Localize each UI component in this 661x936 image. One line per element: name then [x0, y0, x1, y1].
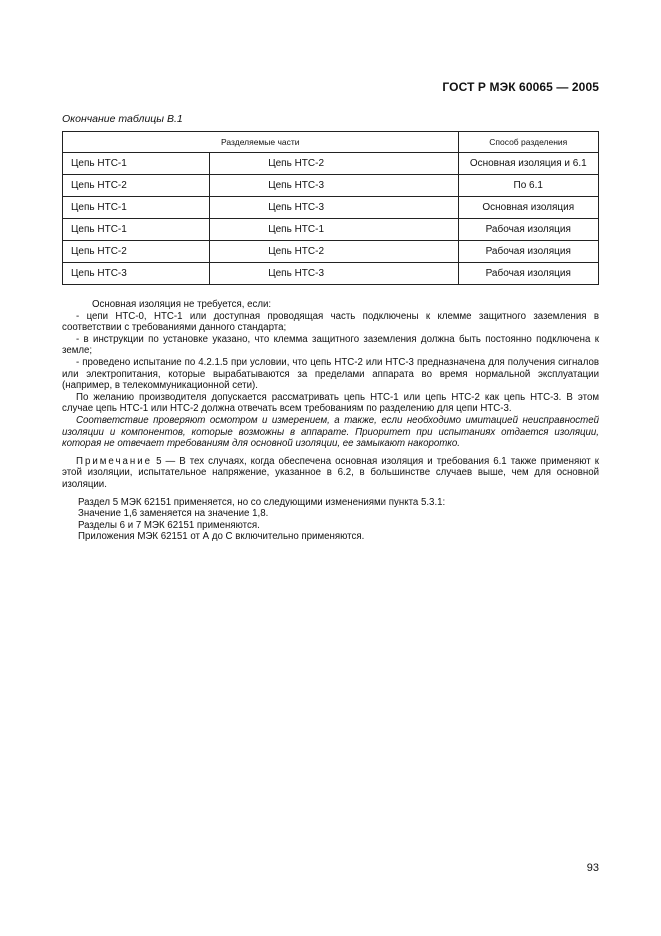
table-cell: Цепь НТС-2: [210, 241, 458, 263]
table-row: [63, 263, 599, 285]
table-cell: Цепь НТС-2: [63, 175, 210, 197]
table-cell: Рабочая изоляция: [458, 219, 598, 241]
paragraph: - в инструкции по установке указано, что клемма защитного заземления должна быть постоянно подключена к земле;: [62, 333, 599, 357]
table-cell: Цепь НТС-2: [63, 241, 210, 263]
table-cell: Основная изоляция: [458, 197, 598, 219]
table-cell: Цепь НТС-3: [210, 197, 458, 219]
body-text: [62, 299, 599, 543]
paragraph: Разделы 6 и 7 МЭК 62151 применяются.: [78, 519, 260, 531]
table-cell: Цепь НТС-3: [63, 263, 210, 285]
header-separation-method: Способ разделения: [458, 132, 598, 153]
table-caption: Окончание таблицы В.1: [62, 113, 183, 125]
table-cell: По 6.1: [458, 175, 598, 197]
paragraph: - проведено испытание по 4.2.1.5 при условии, что цепь НТС-2 или НТС-3 предназначена для получения сигналов или электропитания, которые вырабатываются за пределами аппарата во время нормальной эксплуатации (например, в телекоммуникационной сети).: [62, 356, 599, 392]
note-text: 5 — В тех случаях, когда обеспечена основная изоляция и требования 6.1 также применяют к этой изоляции, испытательное напряжение, указанное в 6.2, в большинстве случаев выше, чем для основной изоляции.: [62, 455, 599, 490]
table-cell: Цепь НТС-3: [210, 263, 458, 285]
table-cell: Цепь НТС-1: [63, 197, 210, 219]
table-cell: Цепь НТС-1: [63, 153, 210, 175]
table-cell: Основная изоляция и 6.1: [458, 153, 598, 175]
paragraph-italic: Соответствие проверяют осмотром и измерением, а также, если необходимо имитацией неисправностей изоляции и компонентов, которые возможны в аппарате. Приоритет при испытаниях отдается изоляции, которая не отвечает требованиям для основной изоляции, ее замыкают накоротко.: [62, 414, 599, 450]
table-cell: Цепь НТС-1: [63, 219, 210, 241]
table-cell: Цепь НТС-2: [210, 153, 458, 175]
page-number: 93: [586, 862, 599, 874]
table-row: [63, 197, 599, 219]
table-cell: Рабочая изоляция: [458, 241, 598, 263]
table-cell: Цепь НТС-1: [210, 219, 458, 241]
header-separated-parts: Разделяемые части: [63, 132, 459, 153]
table-row: [63, 241, 599, 263]
table-row: [63, 153, 599, 175]
table-row: [63, 219, 599, 241]
paragraph: По желанию производителя допускается рассматривать цепь НТС-1 или цепь НТС-2 как цепь НТС-3. В этом случае цепь НТС-1 или НТС-2 должна отвечать всем требованиям по разделению для цепи НТС-3.: [62, 391, 599, 415]
table-header-row: [63, 132, 599, 153]
note: [62, 456, 599, 491]
note-label: Примечание: [76, 455, 153, 467]
table-cell: Рабочая изоляция: [458, 263, 598, 285]
paragraph: Значение 1,6 заменяется на значение 1,8.: [78, 508, 269, 520]
paragraph: Основная изоляция не требуется, если:: [92, 299, 272, 310]
document-code: ГОСТ Р МЭК 60065 — 2005: [442, 80, 599, 94]
paragraph: Раздел 5 МЭК 62151 применяется, но со следующими изменениями пункта 5.3.1:: [78, 496, 446, 508]
table-cell: Цепь НТС-3: [210, 175, 458, 197]
separation-table: [62, 131, 599, 285]
table-row: [63, 175, 599, 197]
paragraph: Приложения МЭК 62151 от А до С включительно применяются.: [78, 531, 365, 543]
paragraph: - цепи НТС-0, НТС-1 или доступная проводящая часть подключены к клемме защитного заземления в соответствии с требованиями данного стандарта;: [62, 310, 599, 334]
